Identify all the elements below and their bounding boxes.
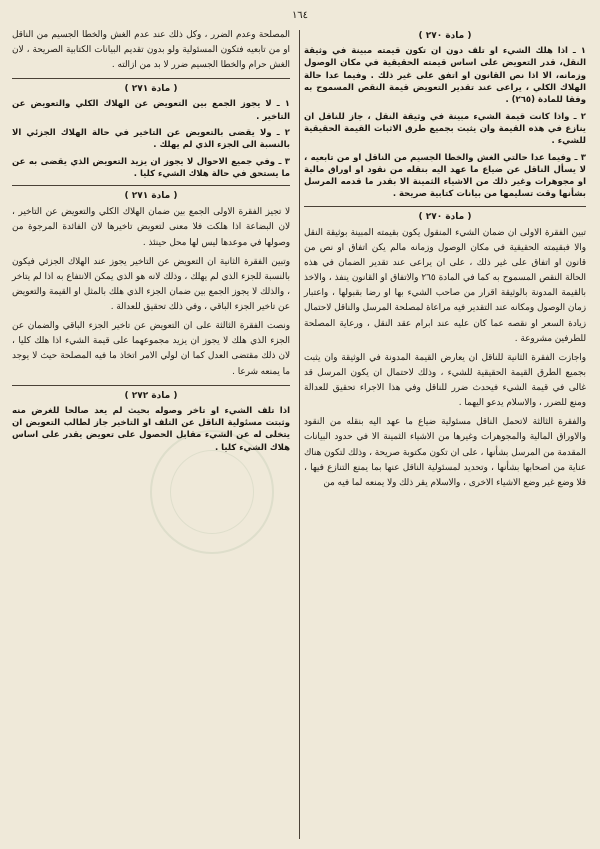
article-heading: ( مادة ٢٧١ ) [124,84,178,95]
continued-commentary-section [12,28,290,73]
article-paragraph: ٢ ـ واذا كانت قيمة الشيء مبينة في وثيقة النقل ، جاز للناقل ان ينازع في هذه القيمة وان يثبت بجميع طرق الاثبات القيمة الحقيقية للشيء . [304,111,586,147]
commentary-paragraph: والفقرة الثالثة لاتحمل الناقل مسئولية ضياع ما عهد اليه بنقله من النقود والاوراق المالية والمجوهرات وغيرها من الاشياء الثمينة الا في حدود البيانات المقدمة من المرسل بشأنها ، على ان تكون مكتوبة صريحة ، وذلك لتكون هناك عناية من اصحابها بشأنها ، وتحديد لمسئولية الناقل عنها بما يمنع التنازع فيها ، فلا وضع غير وضع الاشياء الاخرى ، والاسلام يقر ذلك ولا يمنعه لما فيه من [304,417,586,488]
article-270-text-section [304,31,586,201]
article-paragraph: ٢ ـ ولا يقضى بالتعويض عن التاخير في حالة الهلاك الجزئي الا بالنسبة الى الجزء الذي لم يهلك . [12,128,290,151]
article-paragraph: ٣ ـ وفي جميع الاحوال لا يجوز ان يزيد التعويض الذي يقضى به عن ما يستحق في حالة هلاك الشيء كليا . [12,156,290,179]
article-paragraph: ٣ ـ وفيما عدا حالتي الغش والخطا الجسيم من الناقل او من تابعيه ، لا يسأل الناقل عن ضياع ما عهد اليه بنقله من نقود او اوراق مالية او مجوهرات وغير ذلك من الاشياء الثمينة الا بقدر ما قدمه المرسل بشأنها وقت تسليمها من بيانات كتابية صريحة . [304,152,586,200]
article-270-commentary-section [304,212,586,491]
section-divider [12,385,290,386]
commentary-heading: ( مادة ٢٧١ ) [124,191,178,202]
section-divider [12,185,290,186]
commentary-paragraph: المصلحة وعدم الضرر ، وكل ذلك عند عدم الغش والخطا الجسيم من الناقل او من تابعيه فتكون المسئولية ولو بدون تقديم البيانات الكتابية الصريحة ، لان الغش حرام والخطا الجسيم ضرر لا بد من ازالته . [12,30,290,71]
article-272-text-section [12,391,290,454]
article-paragraph: ١ ـ اذا هلك الشيء او تلف دون ان تكون قيمته مبينة في وثيقة النقل، قدر التعويض على اساس قيمته الحقيقية في مكان الوصول وزمانه، الا اذا نص القانون او اتفق على غير ذلك . وفيما عدا حالة الهلاك الكلي ، يراعى عند تقدير التعويض قيمة النقص المسموح به وفقا للمادة (٢٦٥) . [304,46,586,106]
article-271-text-section [12,84,290,180]
commentary-paragraph: وتبين الفقرة الثانية ان التعويض عن التاخير يجوز عند الهلاك الجزئي فيكون بالنسبة للجزء الذي لم يهلك ، وذلك لانه هو الذي يمكن الانتفاع به اذا لم يتاخر ، والذلك لا يجوز الجمع بين ضمان الجزء الذي هلك بالمثل او القيمة والتعويض عن تاخير الجزء الباقي ، وفي ذلك تحقيق للعدالة . [12,256,290,312]
right-column [304,28,586,841]
commentary-heading: ( مادة ٢٧٠ ) [418,211,472,222]
commentary-paragraph: تبين الفقرة الاولى ان ضمان الشيء المنقول يكون بقيمته المبينة بوثيقة النقل والا فبقيمته الحقيقية في مكان الوصول وزمانه مالم يكن اتفاق او نص من قانون او اتفاق على غير ذلك ، على ان يراعى عند تقدير الضمان في هذه الحالة النقص المسموح به كما في المادة ٢٦٥ والاتفاق او القانون ينفذ ، والاخذ بالقيمة المدونة بالوثيقة اقرار من صاحب الشيء بها او رضا بقبولها ، واعتبار زمان الوصول ومكانه عند التقدير فيه مراعاة لمصلحة المرسل والناقل لاحتمال زيادة السعر او نقصه عما كان عليه عند ابرام عقد النقل ، ورعاية المصلحة للطرفين مشروعة . [304,227,586,344]
article-paragraph: ١ ـ لا يجوز الجمع بين التعويض عن الهلاك الكلي والتعويض عن التاخير . [12,99,290,122]
page-number: ١٦٤ [291,10,309,21]
section-divider [304,206,586,207]
left-column [12,28,290,841]
article-heading: ( مادة ٢٧٢ ) [124,390,178,401]
article-271-commentary-section [12,191,290,379]
commentary-paragraph: لا تجيز الفقرة الاولى الجمع بين ضمان الهلاك الكلي والتعويض عن التاخير ، لان البضاعة اذا هلكت فلا معنى لتعويض تاخيرها لان الفائدة المرجوة من وصولها في موعدها ليس لها محل حينئذ . [12,207,290,248]
article-heading: ( مادة ٢٧٠ ) [418,31,472,41]
article-paragraph: اذا تلف الشيء او تاخر وصوله بحيث لم يعد صالحا للغرض منه وثبتت مسئولية الناقل عن التلف او التاخير جاز لطالب التعويض ان يتخلى له عن الشيء مقابل الحصول على تعويض يقدر على اساس هلاك الشيء كليا . [12,405,290,453]
column-divider [299,30,300,839]
commentary-paragraph: واجازت الفقرة الثانية للناقل ان يعارض القيمة المدونة في الوثيقة وان يثبت بجميع الطرق القيمة الحقيقية للشيء ، وذلك لاحتمال ان يكون المرسل قد غالى في قيمة الشيء فيحدث ضرر للناقل وفي هذا الاجراء تحقيق للعدالة ومنع للضرر ، والاسلام يدعو اليهما . [304,352,586,409]
commentary-paragraph: ونصت الفقرة الثالثة على ان التعويض عن تاخير الجزء الباقي والضمان عن الجزء الذي هلك لا يجوز ان يزيد مجموعهما على قيمة الشيء اذا هلك كليا ، لان ذلك مقتضى العدل كما ان لولي الامر اتخاذ ما فيه المصلحة حيث لا يوجد ما يمنعه شرعا . [12,321,290,377]
section-divider [12,78,290,79]
